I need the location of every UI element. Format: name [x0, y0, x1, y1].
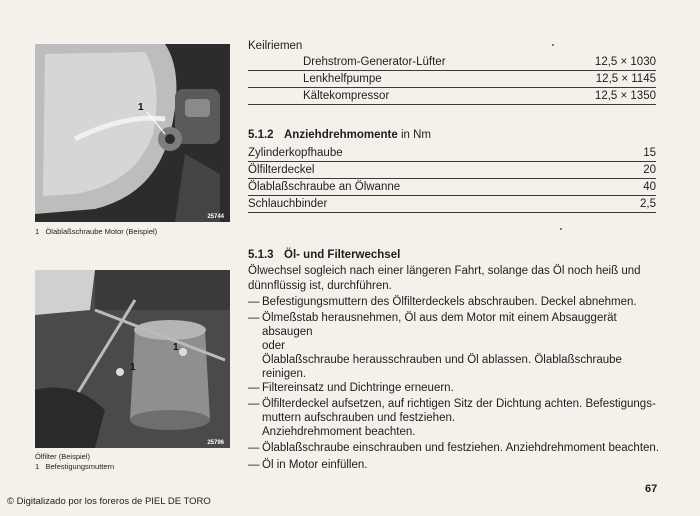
table-row: [248, 145, 656, 162]
step-text: Anziehdrehmoment beachten.: [262, 426, 416, 438]
step-dash: —: [248, 398, 260, 410]
step-dash: —: [248, 382, 260, 394]
list-item: [248, 397, 656, 439]
engine-photo-illustration: [35, 44, 230, 222]
photo2-caption: [35, 452, 114, 472]
photo2-callout-b: 1: [173, 342, 179, 353]
keilriemen-table: [248, 54, 656, 105]
step-dash: —: [248, 312, 260, 324]
step-dash: —: [248, 459, 260, 471]
torque-label: Ölablaßschraube an Ölwanne: [248, 179, 617, 196]
keilriemen-value: 12,5 × 1030: [550, 54, 656, 71]
section-513-number: 5.1.3: [248, 249, 274, 261]
step-dash: —: [248, 442, 260, 454]
step-text: Öl in Motor einfüllen.: [262, 459, 368, 471]
copyright-notice: © Digitalizado por los foreros de PIEL DE TORO: [7, 496, 211, 507]
torque-label: Ölfilterdeckel: [248, 162, 617, 179]
step-text: Ölfilterdeckel aufsetzen, auf richtigen Sitz der Dichtung achten. Befestigungs-: [262, 398, 656, 410]
keilriemen-label: Kältekompressor: [303, 88, 550, 105]
step-text: Ölablaßschraube herausschrauben und Öl ablassen. Ölablaßschraube: [262, 354, 622, 366]
table-row: [248, 162, 656, 179]
photo2-caption-num: 1: [35, 462, 40, 471]
photo-oil-filter: [35, 270, 230, 448]
table-row: [248, 54, 656, 71]
table-row: [248, 71, 656, 88]
torque-value: 15: [617, 145, 656, 162]
table-row: [248, 179, 656, 196]
step-dash: —: [248, 296, 260, 308]
keilriemen-value: 12,5 × 1145: [550, 71, 656, 88]
photo1-caption: [35, 227, 157, 237]
photo-oil-drain-plug: [35, 44, 230, 222]
list-item: [248, 381, 454, 395]
section-513-title: Öl- und Filterwechsel: [284, 249, 401, 261]
step-text: Ölmeßstab herausnehmen, Öl aus dem Motor mit einem Absauggerät: [262, 312, 617, 324]
photo1-ref-number: 25744: [207, 214, 224, 220]
torque-label: Zylinderkopfhaube: [248, 145, 617, 162]
step-text: reinigen.: [262, 368, 307, 380]
step-text: Ölablaßschraube einschrauben und festziehen. Anziehdrehmoment beachten.: [262, 442, 660, 454]
section-512-unit: in Nm: [397, 129, 431, 141]
keilriemen-value: 12,5 × 1350: [550, 88, 656, 105]
section-512-heading: [248, 129, 431, 141]
scan-speck: [560, 228, 562, 230]
torque-value: 40: [617, 179, 656, 196]
step-text: muttern aufschrauben und festziehen.: [262, 412, 456, 424]
photo1-callout: 1: [138, 102, 144, 113]
section-513-intro: Ölwechsel sogleich nach einer längeren Fahrt, solange das Öl noch heiß und dünnflüssig ist, durchführen.: [248, 265, 641, 292]
photo2-callout-a: 1: [130, 362, 136, 373]
photo2-caption-text: Befestigungsmuttern: [45, 462, 115, 471]
photo2-ref-number: 25796: [207, 440, 224, 446]
section-513-heading: [248, 249, 400, 261]
torque-table: [248, 145, 656, 213]
scan-speck: [552, 44, 554, 46]
step-text: Filtereinsatz und Dichtringe erneuern.: [262, 382, 454, 394]
torque-value: 2,5: [617, 196, 656, 213]
torque-value: 20: [617, 162, 656, 179]
step-text: Befestigungsmuttern des Ölfilterdeckels abschrauben. Deckel abnehmen.: [262, 296, 637, 308]
list-item: [248, 295, 637, 309]
step-text: oder: [262, 340, 286, 352]
torque-label: Schlauchbinder: [248, 196, 617, 213]
list-item: [248, 311, 622, 381]
photo1-caption-text: Ölablaßschraube Motor (Beispiel): [45, 227, 158, 236]
list-item: [248, 441, 659, 455]
keilriemen-label: Drehstrom-Generator-Lüfter: [303, 54, 550, 71]
page-number: 67: [645, 483, 658, 495]
table-row: [248, 196, 656, 213]
list-item: [248, 458, 367, 472]
keilriemen-label: Lenkhelfpumpe: [303, 71, 550, 88]
photo2-caption-title: Ölfilter (Beispiel): [35, 452, 91, 461]
photo1-caption-num: 1: [35, 227, 40, 236]
section-512-title: Anziehdrehmomente: [284, 129, 398, 141]
keilriemen-title: Keilriemen: [248, 40, 303, 52]
oil-filter-photo-illustration: [35, 270, 230, 448]
table-row: [248, 88, 656, 105]
step-text: absaugen: [262, 326, 313, 338]
section-512-number: 5.1.2: [248, 129, 274, 141]
